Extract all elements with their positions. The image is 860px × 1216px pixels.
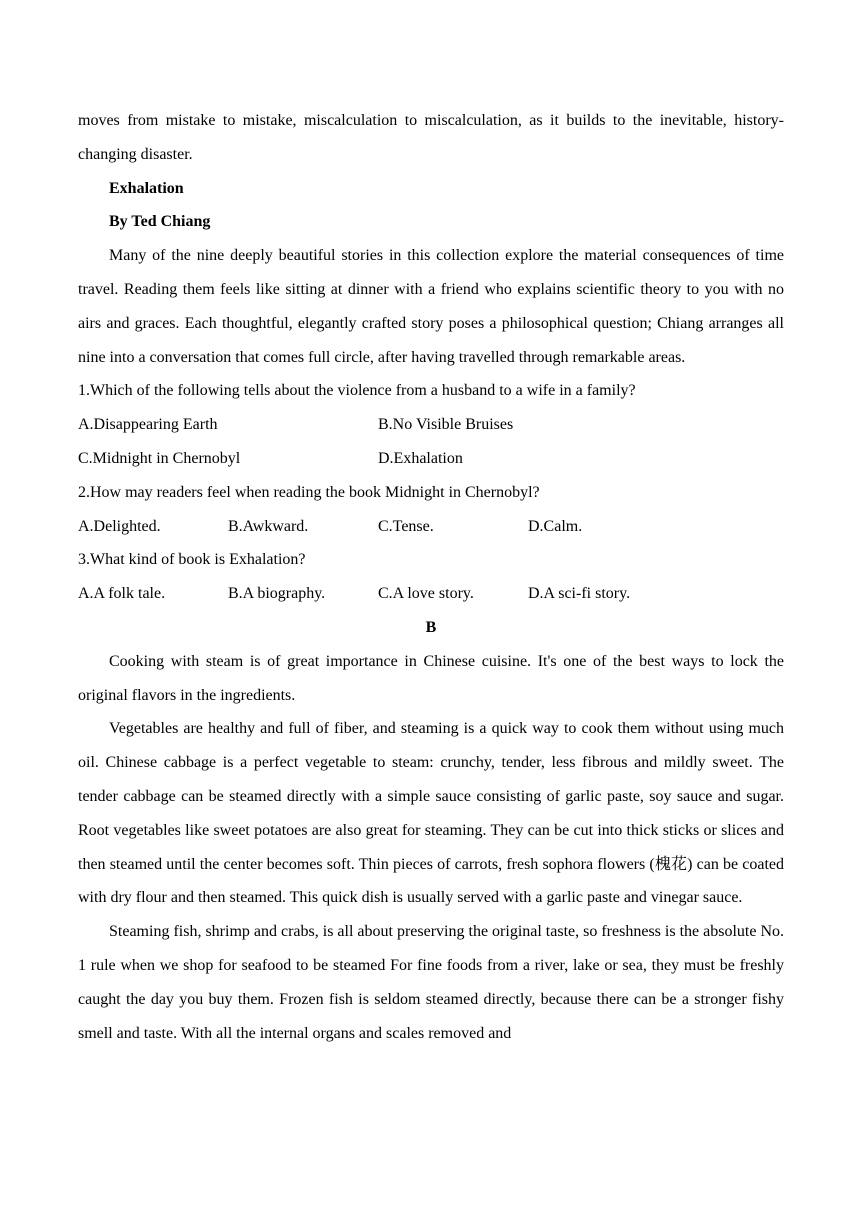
section-b-paragraph-2: Vegetables are healthy and full of fiber, and steaming is a quick way to cook them without using much oil. Chinese cabbage is a perfect vegetable to steam: crunchy, tender, less fibrous and mildly sweet. The tender cabbage can be steamed directly with a simple sauce consisting of garlic paste, soy sauce and sugar. Root vegetables like sweet potatoes are also great for steaming. They can be cut into thick sticks or slices and then steamed until the center becomes soft. Thin pieces of carrots, fresh sophora flowers (槐花) can be coated with dry flour and then steamed. This quick dish is usually served with a garlic paste and vinegar sauce. (78, 720, 784, 907)
question-1-option-a: A.Disappearing Earth (78, 416, 218, 434)
question-2-stem: 2.How may readers feel when reading the book Midnight in Chernobyl? (78, 483, 540, 501)
section-b-heading: B (425, 618, 437, 636)
section-b-paragraph-1: Cooking with steam is of great importance in Chinese cuisine. It's one of the best ways to lock the original flavors in the ingredients. (78, 652, 784, 704)
question-1-option-c: C.Midnight in Chernobyl (78, 449, 241, 467)
question-3-option-a: A.A folk tale. (78, 585, 166, 603)
question-3-option-c: C.A love story. (378, 585, 474, 603)
question-3-option-b: B.A biography. (228, 585, 326, 603)
question-2-option-b: B.Awkward. (228, 517, 309, 535)
question-3-options (78, 577, 784, 611)
intro-continuation-paragraph: moves from mistake to mistake, miscalculation to miscalculation, as it builds to the inevitable, history-changing disaster. (78, 112, 784, 163)
question-1-options-row-2 (78, 442, 784, 476)
question-3-stem: 3.What kind of book is Exhalation? (78, 551, 306, 569)
question-1-option-b: B.No Visible Bruises (378, 416, 514, 434)
question-2-options (78, 510, 784, 544)
question-2-option-d: D.Calm. (528, 517, 583, 535)
question-1-stem: 1.Which of the following tells about the violence from a husband to a wife in a family? (78, 382, 636, 400)
question-1-options-row-1 (78, 408, 784, 442)
book-title-exhalation: Exhalation (109, 179, 184, 197)
book-author-exhalation: By Ted Chiang (109, 213, 211, 231)
question-1-option-d: D.Exhalation (378, 449, 463, 467)
document-page (78, 104, 784, 1050)
section-b-paragraph-3: Steaming fish, shrimp and crabs, is all about preserving the original taste, so freshness is the absolute No. 1 rule when we shop for seafood to be steamed For fine foods from a river, lake or sea, they must be freshly caught the day you buy them. Frozen fish is seldom steamed directly, because there can be a stronger fishy smell and taste. With all the internal organs and scales removed and (78, 923, 784, 1042)
question-2-option-c: C.Tense. (378, 517, 434, 535)
book-description-exhalation: Many of the nine deeply beautiful stories in this collection explore the material consequences of time travel. Reading them feels like sitting at dinner with a friend who explains scientific theory to you with no airs and graces. Each thoughtful, elegantly crafted story poses a philosophical question; Chiang arranges all nine into a conversation that comes full circle, after having travelled through remarkable areas. (78, 247, 784, 366)
question-3-option-d: D.A sci-fi story. (528, 585, 631, 603)
question-2-option-a: A.Delighted. (78, 517, 161, 535)
